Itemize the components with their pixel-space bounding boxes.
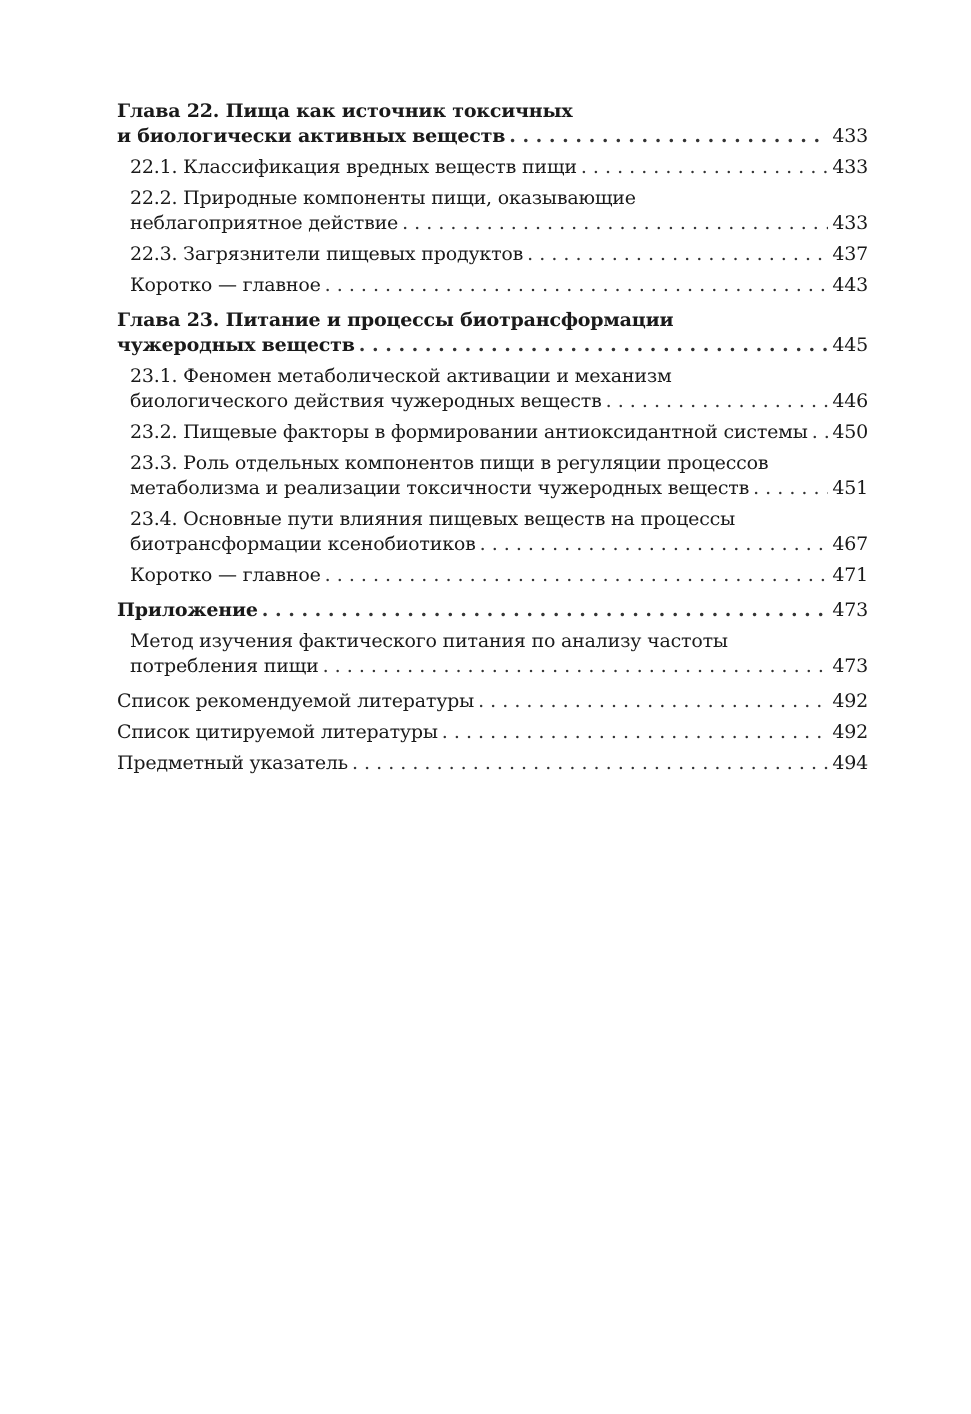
toc-page-number: 433 — [832, 125, 868, 147]
toc-entry-title-line: метаболизма и реализации токсичности чужеродных веществ — [130, 477, 750, 499]
toc-page-number: 473 — [832, 655, 868, 677]
toc-summary-22[interactable] — [117, 273, 868, 298]
toc-entry-title-line: 22.2. Природные компоненты пищи, оказывающие — [130, 187, 636, 209]
toc-entry-title-line: Предметный указатель — [117, 752, 348, 774]
toc-page-number: 437 — [832, 243, 868, 265]
dot-leader — [509, 124, 828, 149]
toc-entry-title-line: 22.1. Классификация вредных веществ пищи — [130, 156, 577, 178]
dot-leader — [753, 476, 828, 501]
toc-page-number: 492 — [832, 721, 868, 743]
toc-subject-index[interactable] — [117, 751, 868, 776]
toc-section-23-1[interactable] — [117, 364, 868, 414]
table-of-contents — [117, 99, 868, 776]
toc-recommended-literature[interactable] — [117, 689, 868, 714]
dot-leader — [606, 389, 829, 414]
toc-section-22-3[interactable] — [117, 242, 868, 267]
toc-entry-title-line: биологического действия чужеродных веществ — [130, 390, 602, 412]
toc-entry-title-line: 22.3. Загрязнители пищевых продуктов — [130, 243, 524, 265]
dot-leader — [442, 720, 829, 745]
toc-page-number: 467 — [832, 533, 868, 555]
dot-leader — [812, 420, 829, 445]
toc-entry-title-line: Глава 22. Пища как источник токсичных — [117, 100, 573, 122]
toc-appendix[interactable] — [117, 598, 868, 623]
toc-summary-23[interactable] — [117, 563, 868, 588]
dot-leader — [323, 654, 829, 679]
toc-entry-title-line: чужеродных веществ — [117, 334, 355, 356]
toc-entry-title-line: Коротко — главное — [130, 274, 321, 296]
dot-leader — [527, 242, 828, 267]
toc-appendix-method[interactable] — [117, 629, 868, 679]
dot-leader — [480, 532, 829, 557]
dot-leader — [325, 273, 829, 298]
dot-leader — [359, 333, 829, 358]
toc-page-number: 492 — [832, 690, 868, 712]
toc-entry-title-line: 23.1. Феномен метаболической активации и механизм — [130, 365, 672, 387]
dot-leader — [325, 563, 829, 588]
dot-leader — [402, 211, 828, 236]
toc-entry-title-line: Список цитируемой литературы — [117, 721, 438, 743]
dot-leader — [581, 155, 829, 180]
toc-entry-title-line: и биологически активных веществ — [117, 125, 506, 147]
toc-chapter-22[interactable] — [117, 99, 868, 149]
toc-entry-title-line: 23.2. Пищевые факторы в формировании антиоксидантной системы — [130, 421, 808, 443]
toc-page-number: 451 — [832, 477, 868, 499]
dot-leader — [352, 751, 828, 776]
toc-entry-title-line: биотрансформации ксенобиотиков — [130, 533, 476, 555]
toc-chapter-23[interactable] — [117, 308, 868, 358]
toc-page-number: 494 — [832, 752, 868, 774]
toc-entry-title-line: Глава 23. Питание и процессы биотрансформации — [117, 309, 674, 331]
toc-section-23-3[interactable] — [117, 451, 868, 501]
toc-entry-title-line: 23.4. Основные пути влияния пищевых веществ на процессы — [130, 508, 736, 530]
toc-page-number: 471 — [832, 564, 868, 586]
toc-page-number: 445 — [832, 334, 868, 356]
toc-entry-title-line: Метод изучения фактического питания по анализу частоты — [130, 630, 728, 652]
toc-entry-title-line: 23.3. Роль отдельных компонентов пищи в регуляции процессов — [130, 452, 769, 474]
dot-leader — [262, 598, 829, 623]
toc-page-number: 473 — [832, 599, 868, 621]
toc-entry-title-line: потребления пищи — [130, 655, 319, 677]
toc-cited-literature[interactable] — [117, 720, 868, 745]
toc-page-number: 433 — [832, 212, 868, 234]
toc-entry-title-line: Коротко — главное — [130, 564, 321, 586]
toc-section-23-4[interactable] — [117, 507, 868, 557]
toc-section-23-2[interactable] — [117, 420, 868, 445]
dot-leader — [478, 689, 828, 714]
toc-page-number: 446 — [832, 390, 868, 412]
toc-section-22-2[interactable] — [117, 186, 868, 236]
toc-entry-title-line: Приложение — [117, 599, 258, 621]
toc-section-22-1[interactable] — [117, 155, 868, 180]
toc-page-number: 450 — [832, 421, 868, 443]
toc-entry-title-line: Список рекомендуемой литературы — [117, 690, 475, 712]
toc-entry-title-line: неблагоприятное действие — [130, 212, 399, 234]
toc-page-number: 443 — [832, 274, 868, 296]
toc-page-number: 433 — [832, 156, 868, 178]
